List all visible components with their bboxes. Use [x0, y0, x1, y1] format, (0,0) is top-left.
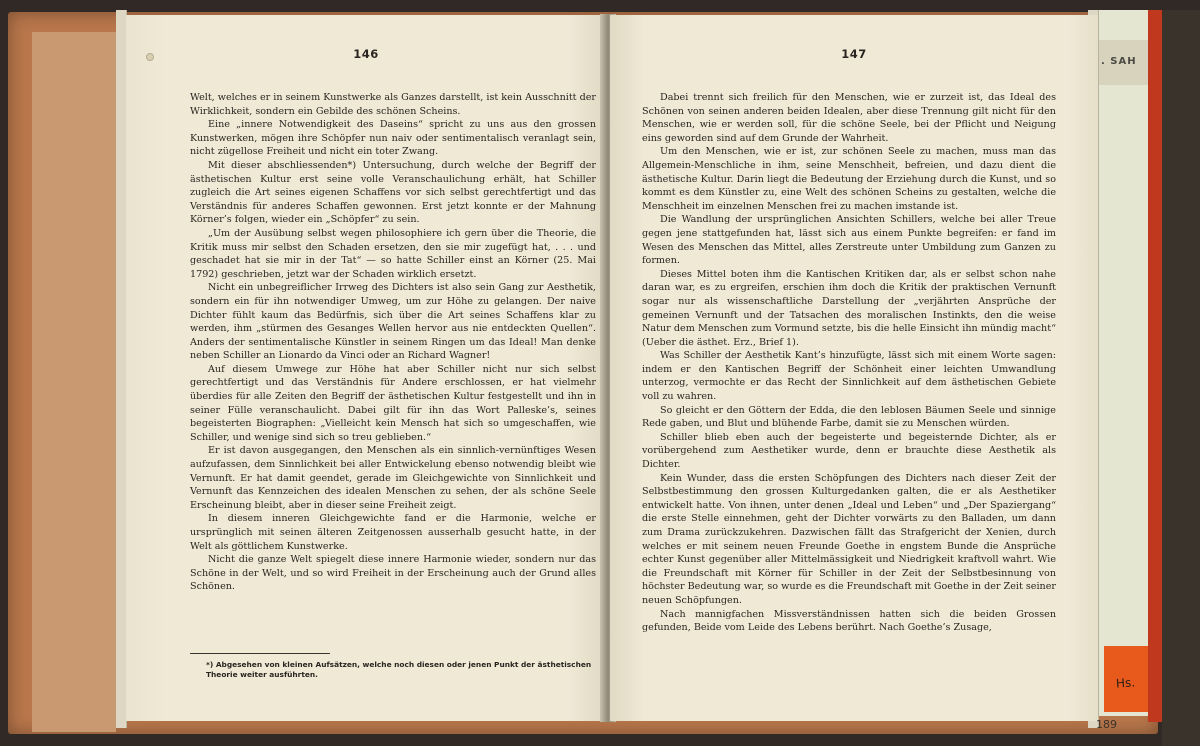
cover-inner-board: [32, 32, 116, 732]
page-number: 146: [353, 47, 379, 61]
paragraph: Kein Wunder, dass die ersten Schöpfungen des Dichters nach dieser Zeit der Selbstbestimmung den grossen Kulturgedanken galten, die er als Aesthetiker entwickelt hatte. Von ihnen, unter denen „Ideal und Leben“ und „Der Spaziergang“ die erste Stelle einnehmen, geht der Dichter vorwärts zu den Balladen, um dann zum Drama zurückzukehren. Dazwischen fällt das Strafgericht der Xenien, durch welches er mit seinem neuen Freunde Goethe in engstem Bunde die Ansprüche echter Kunst gegenüber aller Mittelmässigkeit und Niedrigkeit kraftvoll wahrt. Wie die Freundschaft mit Körner für Schiller in der Zeit der Selbstbesinnung von höchster Bedeutung war, so wurde es die Freundschaft mit Goethe in der Zeit seiner neuen Schöpfungen.: [642, 472, 1056, 606]
paragraph: Nicht ein unbegreiflicher Irrweg des Dichters ist also sein Gang zur Aesthetik, sondern ein für ihn notwendiger Umweg, um zur Höhe zu gelangen. Der naive Dichter fühlt kaum das Bedürfnis, sich über die Art seines Schaffens klar zu werden, ihm „stürmen des Gesanges Wellen hervor aus nie entdeckten Quellen“. Anders der sentimentalische Künstler in seinem Ringen um das Ideal! Man denke neben Schiller an Lionardo da Vinci oder an Richard Wagner!: [190, 282, 596, 362]
paragraph: „Um der Ausübung selbst wegen philosophiere ich gern über die Theorie, die Kritik muss mir selbst den Schaden ersetzen, den sie mir zugefügt hat, . . . und geschadet hat sie mir in der Tat“ — so hatte Schiller einst an Körner (25. Mai 1792) geschrieben, jetzt war der Schaden wirklich ersetzt.: [190, 227, 596, 280]
paragraph: Eine „innere Notwendigkeit des Daseins“ spricht zu uns aus den grossen Kunstwerken, mögen ihre Schöpfer nun naiv oder sentimentalisch veranlagt sein, nicht zügellose Freiheit und nicht ein toter Zwang.: [190, 119, 596, 158]
paragraph: Auf diesem Umwege zur Höhe hat aber Schiller nicht nur sich selbst gerechtfertigt und das Verständnis für Andere erschlossen, er hat vielmehr überdies für alle Zeiten den Begriff der ästhetischen Kultur festgestellt und ihn in seiner Fülle veranschaulicht. Dabei gilt für ihn das Wort Palleske’s, seines begeisterten Biographen: „Vielleicht kein Mensch hat sich so umgeschaffen, wie Schiller, und wenige sind sich so treu geblieben.“: [190, 363, 596, 443]
page-number: 147: [841, 47, 867, 61]
document-label: . SAH: [1101, 56, 1137, 67]
red-spine: [1148, 10, 1162, 722]
right-page: [610, 15, 1098, 721]
paragraph: Schiller blieb eben auch der begeisterte und begeisternde Dichter, als er vorübergehend zum Aesthetiker wurde, denn er brauchte diese Aesthetik als Dichter.: [642, 431, 1056, 471]
left-page: [126, 15, 606, 721]
footnote-rule: [190, 653, 330, 654]
left-page-text: [190, 91, 596, 594]
paragraph: So gleicht er den Göttern der Edda, die den leblosen Bäumen Seele und sinnige Rede gaben, und Blut und blühende Farbe, damit sie zu Menschen würden.: [642, 404, 1056, 430]
right-page-text: [642, 91, 1056, 635]
paragraph: Nach mannigfachen Missverständnissen hatten sich die beiden Grossen gefunden, Beide vom Leide des Lebens berührt. Nach Goethe’s Zusage,: [642, 608, 1056, 634]
paragraph: Dieses Mittel boten ihm die Kantischen Kritiken dar, als er selbst schon nahe daran war, es zu ergreifen, erschien ihm doch die Kritik der praktischen Vernunft sogar nur als wissenschaftliche Darstellung der „verjährten Ansprüche der gemeinen Vernunft und der Tatsachen des moralischen Instinkts, den die weise Natur dem Menschen zum Vormund setzte, bis die helle Einsicht ihn mündig macht“ (Ueber die ästhet. Erz., Brief 1).: [642, 268, 1056, 348]
paragraph: Welt, welches er in seinem Kunstwerke als Ganzes darstellt, ist kein Ausschnitt der Wirklichkeit, sondern ein Gebilde des schönen Scheins.: [190, 92, 596, 117]
footnote: *) Abgesehen von kleinen Aufsätzen, welche noch diesen oder jenen Punkt der ästhetischen Theorie weiter ausführten.: [206, 660, 592, 679]
paragraph: Er ist davon ausgegangen, den Menschen als ein sinnlich-vernünftiges Wesen aufzufassen, dem Sinnlichkeit bei aller Entwickelung ebenso notwendig bleibt wie Vernunft. Er hat damit geendet, gerade im Gleichgewichte von Sinnlichkeit und Vernunft das Kennzeichen des idealen Menschen zu sehen, der als schöne Seele Erscheinung bleibt, aber in dieser seine Freiheit zeigt.: [190, 445, 596, 511]
paragraph: Was Schiller der Aesthetik Kant’s hinzufügte, lässt sich mit einem Worte sagen: indem er den Kantischen Begriff der Schönheit einer leichten Umwandlung unterzog, vermochte er das Recht der Sinnlichkeit auf dem ästhetischen Gebiete voll zu wahren.: [642, 350, 1056, 403]
inserted-document: [1098, 10, 1149, 716]
paragraph: In diesem inneren Gleichgewichte fand er die Harmonie, welche er ursprünglich mit seinen älteren Zeitgenossen ausserhalb gesucht hatte, in der Welt als göttlichem Kunstwerke.: [190, 513, 596, 552]
paragraph: Die Wandlung der ursprünglichen Ansichten Schillers, welche bei aller Treue gegen jene stattgefunden hat, lässt sich aus einem Punkte begreifen: er fand im Wesen des Menschen das Mittel, alles Zerstreute unter Umbildung zum Ganzen zu formen.: [642, 214, 1056, 267]
paragraph: Dabei trennt sich freilich für den Menschen, wie er zurzeit ist, das Ideal des Schönen von seinen anderen beiden Idealen, aber diese Trennung gilt nicht für den Menschen, wie er werden soll, für die schöne Seele, bei der Pflicht und Neigung eins geworden sind auf dem Grunde der Wahrheit.: [642, 92, 1056, 144]
paragraph: Um den Menschen, wie er ist, zur schönen Seele zu machen, muss man das Allgemein-Menschliche in ihm, seine Menschheit, befreien, und dazu dient die ästhetische Kultur. Darin liegt die Bedeutung der Erziehung durch die Kunst, und so kommt es dem Künstler zu, eine Welt des schönen Scheins zu gestalten, welche die Menschheit im einzelnen Menschen frei zu machen imstande ist.: [642, 146, 1056, 212]
dark-spine: [1162, 10, 1200, 746]
handwritten-number: 189: [1096, 718, 1117, 731]
paragraph: Mit dieser abschliessenden*) Untersuchung, durch welche der Begriff der ästhetischen Kultur erst seine volle Veranschaulichung erhält, hat Schiller zugleich die Art seines eigenen Schaffens vor sich selbst gerechtfertigt und das Verständnis für anderes Schaffen gewonnen. Erst jetzt konnte er der Mahnung Körner’s folgen, wieder ein „Schöpfer“ zu sein.: [190, 159, 596, 226]
paragraph: Nicht die ganze Welt spiegelt diese innere Harmonie wieder, sondern nur das Schöne in der Welt, und so wird Freiheit in der Erscheinung auch der Grund alles Schönen.: [190, 554, 596, 593]
handwritten-tab-text: Hs.: [1115, 675, 1136, 691]
